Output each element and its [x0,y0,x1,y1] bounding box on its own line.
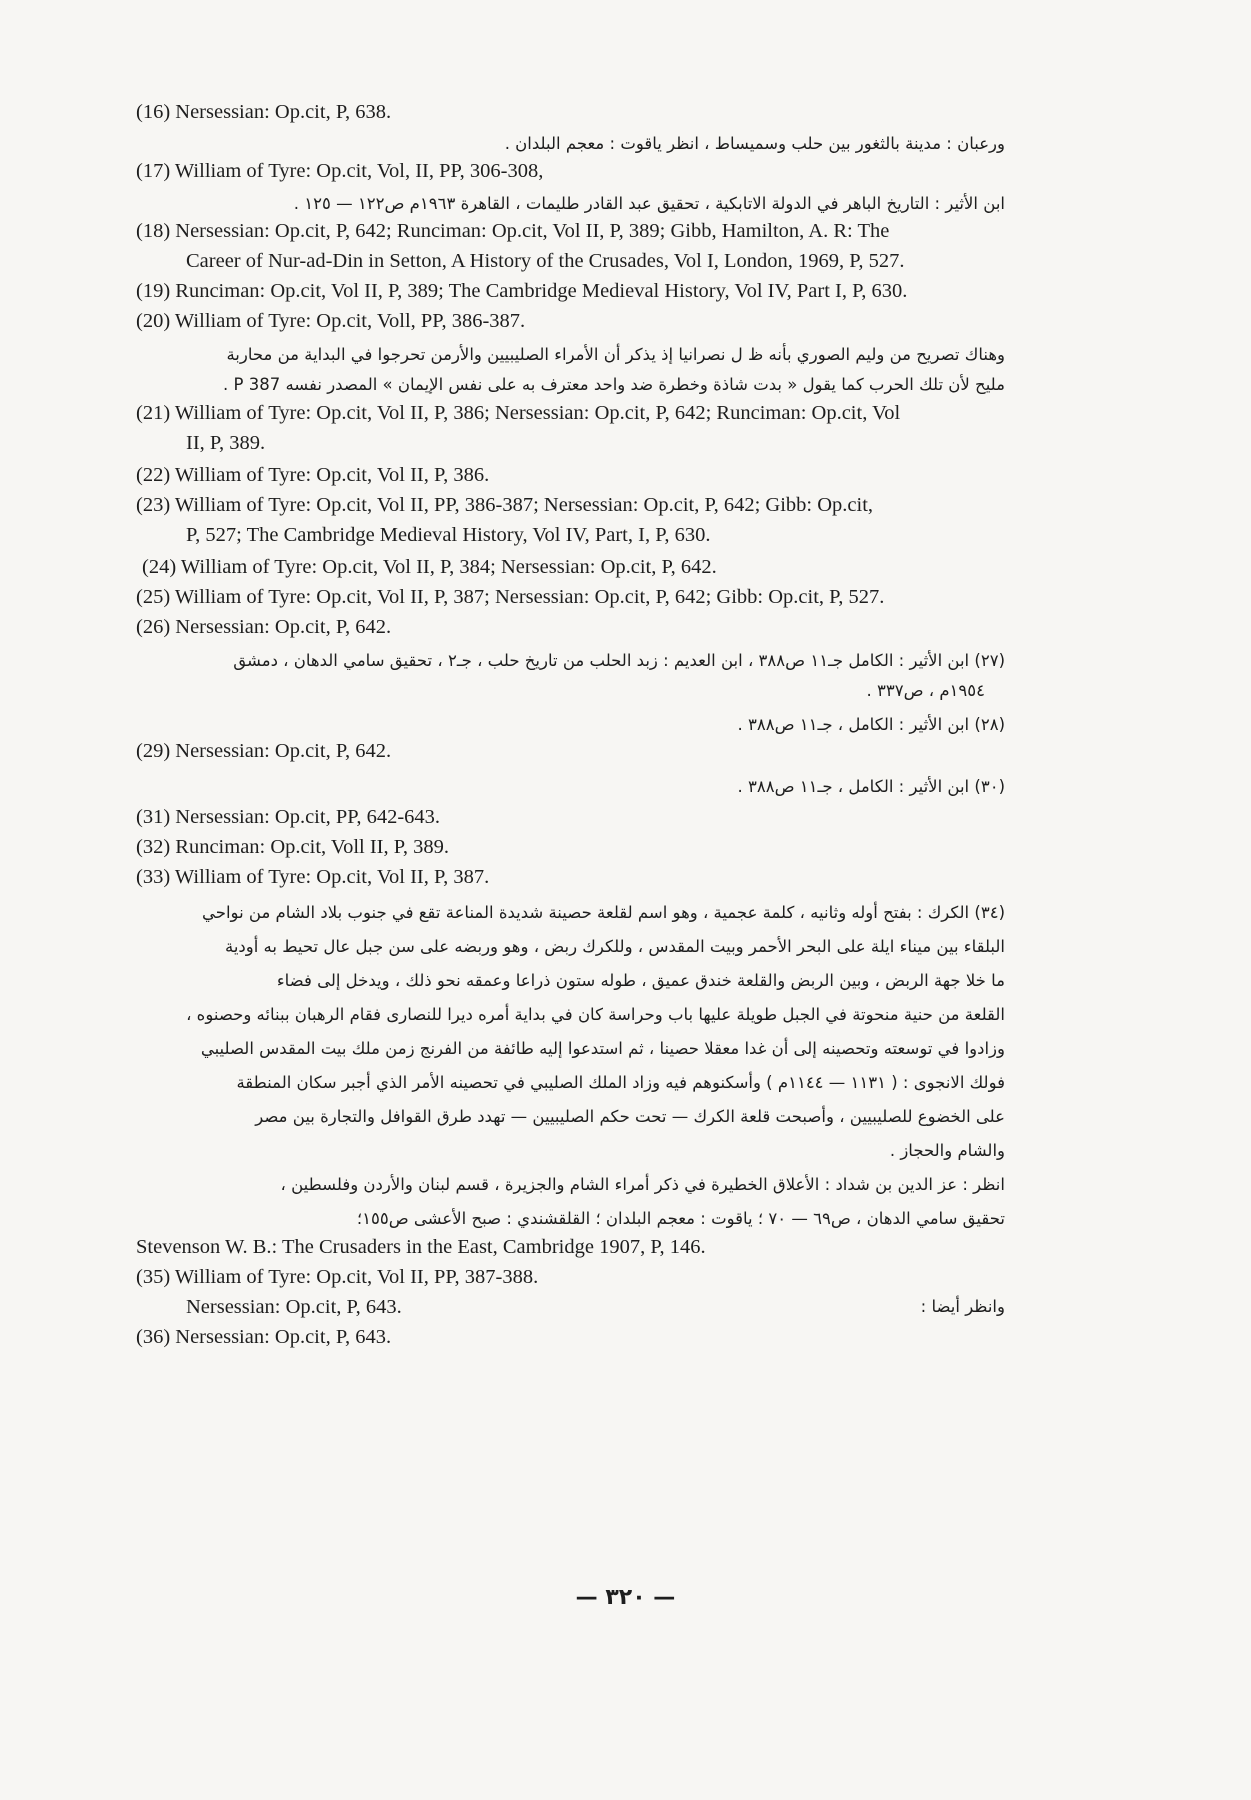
footnote-27-arabic-line2: ١٩٥٤م ، ص٣٣٧ . [866,681,985,700]
footnote-16: (16) Nersessian: Op.cit, P, 638. [136,101,392,123]
footnote-18-line2: Career of Nur-ad-Din in Setton, A History of the Crusades, Vol I, London, 1969, P, 527. [186,250,905,272]
footnote-29: (29) Nersessian: Op.cit, P, 642. [136,740,392,762]
footnote-36: (36) Nersessian: Op.cit, P, 643. [136,1326,392,1348]
footnote-34-arabic-line7: على الخضوع للصليبيين ، وأصبحت قلعة الكرك — تحت حكم الصليبيين — تهدد طرق القوافل والتجارة بين مصر [255,1107,1005,1126]
footnote-33: (33) William of Tyre: Op.cit, Vol II, P, 387. [136,866,490,888]
footnote-31: (31) Nersessian: Op.cit, PP, 642-643. [136,806,441,828]
footnote-20: (20) William of Tyre: Op.cit, Voll, PP, 386-387. [136,310,526,332]
footnote-21-line2: II, P, 389. [186,432,266,454]
footnote-24: (24) William of Tyre: Op.cit, Vol II, P, 384; Nersessian: Op.cit, P, 642. [142,556,717,578]
footnote-34-arabic-line6: فولك الانجوى : ( ١١٣١ — ١١٤٤م ) وأسكنوهم فيه وزاد الملك الصليبي في تحصينه الأمر الذي أجبر سكان المنطقة [236,1073,1005,1092]
footnote-17-arabic: ابن الأثير : التاريخ الباهر في الدولة الاتابكية ، تحقيق عبد القادر طليمات ، القاهرة ١٩٦٣م ص١٢٢ — ١٢٥ . [293,194,1005,213]
footnote-20-arabic-line2: مليح لأن تلك الحرب كما يقول « بدت شاذة وخطرة ضد واحد معترف به على نفس الإيمان » المصدر نفسه P 387 . [223,375,1005,394]
footnote-34-arabic-line1: (٣٤) الكرك : بفتح أوله وثانيه ، كلمة عجمية ، وهو اسم لقلعة حصينة شديدة المناعة تقع في جنوب بلاد الشام من نواحي [202,903,1005,922]
page-number: — ٣٢٠ — [575,1585,676,1610]
footnote-23-line2: P, 527; The Cambridge Medieval History, Vol IV, Part, I, P, 630. [186,524,711,546]
footnote-19: (19) Runciman: Op.cit, Vol II, P, 389; The Cambridge Medieval History, Vol IV, Part I, P, 630. [136,280,908,302]
footnote-21-line1: (21) William of Tyre: Op.cit, Vol II, P, 386; Nersessian: Op.cit, P, 642; Runciman: Op.cit, Vol [136,402,901,424]
footnote-35-arabic: وانظر أيضا : [920,1297,1005,1316]
footnote-34-arabic-line4: القلعة من حنية منحوتة في الجبل طويلة عليها باب وحراسة كان في بداية أمره ديرا للنصارى فقام الرهبان ببنائه وحصنوه ، [186,1005,1005,1024]
footnote-27-arabic-line1: (٢٧) ابن الأثير : الكامل جـ١١ ص٣٨٨ ، ابن العديم : زبد الحلب من تاريخ حلب ، جـ٢ ، تحقيق سامي الدهان ، دمشق [233,651,1005,670]
footnote-23-line1: (23) William of Tyre: Op.cit, Vol II, PP, 386-387; Nersessian: Op.cit, P, 642; Gibb: Op.cit, [136,494,874,516]
footnote-32: (32) Runciman: Op.cit, Voll II, P, 389. [136,836,449,858]
footnote-16-arabic: ورعبان : مدينة بالثغور بين حلب وسميساط ، انظر ياقوت : معجم البلدان . [504,134,1005,153]
footnote-17: (17) William of Tyre: Op.cit, Vol, II, PP, 306-308, [136,160,544,182]
footnote-20-arabic-line1: وهناك تصريح من وليم الصوري بأنه ظ ل نصرانيا إذ يذكر أن الأمراء الصليبيين والأرمن تحرجوا في البداية من محاربة [226,345,1005,364]
footnote-34-arabic-line8: والشام والحجاز . [889,1141,1005,1160]
footnote-30-arabic: (٣٠) ابن الأثير : الكامل ، جـ١١ ص٣٨٨ . [737,777,1005,796]
footnote-28-arabic: (٢٨) ابن الأثير : الكامل ، جـ١١ ص٣٨٨ . [737,715,1005,734]
footnote-26: (26) Nersessian: Op.cit, P, 642. [136,616,392,638]
footnote-22: (22) William of Tyre: Op.cit, Vol II, P, 386. [136,464,490,486]
footnote-25: (25) William of Tyre: Op.cit, Vol II, P, 387; Nersessian: Op.cit, P, 642; Gibb: Op.cit, P, 527. [136,586,885,608]
footnote-34-arabic-line2: البلقاء بين ميناء ايلة على البحر الأحمر وبيت المقدس ، وللكرك ربض ، وهو وربضه على سن جبل عال تحيط به أودية [224,937,1005,956]
footnote-34-arabic-line5: وزادوا في توسعته وتحصينه إلى أن غدا معقلا حصينا ، ثم استدعوا إليه طائفة من الفرنج زمن ملك بيت المقدس الصليبي [200,1039,1005,1058]
footnote-35-line1: (35) William of Tyre: Op.cit, Vol II, PP, 387-388. [136,1266,539,1288]
footnote-18-line1: (18) Nersessian: Op.cit, P, 642; Runciman: Op.cit, Vol II, P, 389; Gibb, Hamilton, A. R: The [136,220,890,242]
footnote-34-arabic-line9: انظر : عز الدين بن شداد : الأعلاق الخطيرة في ذكر أمراء الشام والجزيرة ، قسم لبنان والأردن وفلسطين ، [280,1175,1005,1194]
footnote-35-line2: Nersessian: Op.cit, P, 643. [186,1296,402,1318]
footnote-34-arabic-line3: ما خلا جهة الربض ، وبين الربض والقلعة خندق عميق ، طوله ستون ذراعا وعمقه نحو ذلك ، ويدخل إلى فضاء [276,971,1005,990]
footnote-34-english: Stevenson W. B.: The Crusaders in the East, Cambridge 1907, P, 146. [136,1236,706,1258]
footnote-34-arabic-line10: تحقيق سامي الدهان ، ص٦٩ — ٧٠ ؛ ياقوت : معجم البلدان ؛ القلقشندي : صبح الأعشى ص١٥٥؛ [356,1209,1005,1228]
